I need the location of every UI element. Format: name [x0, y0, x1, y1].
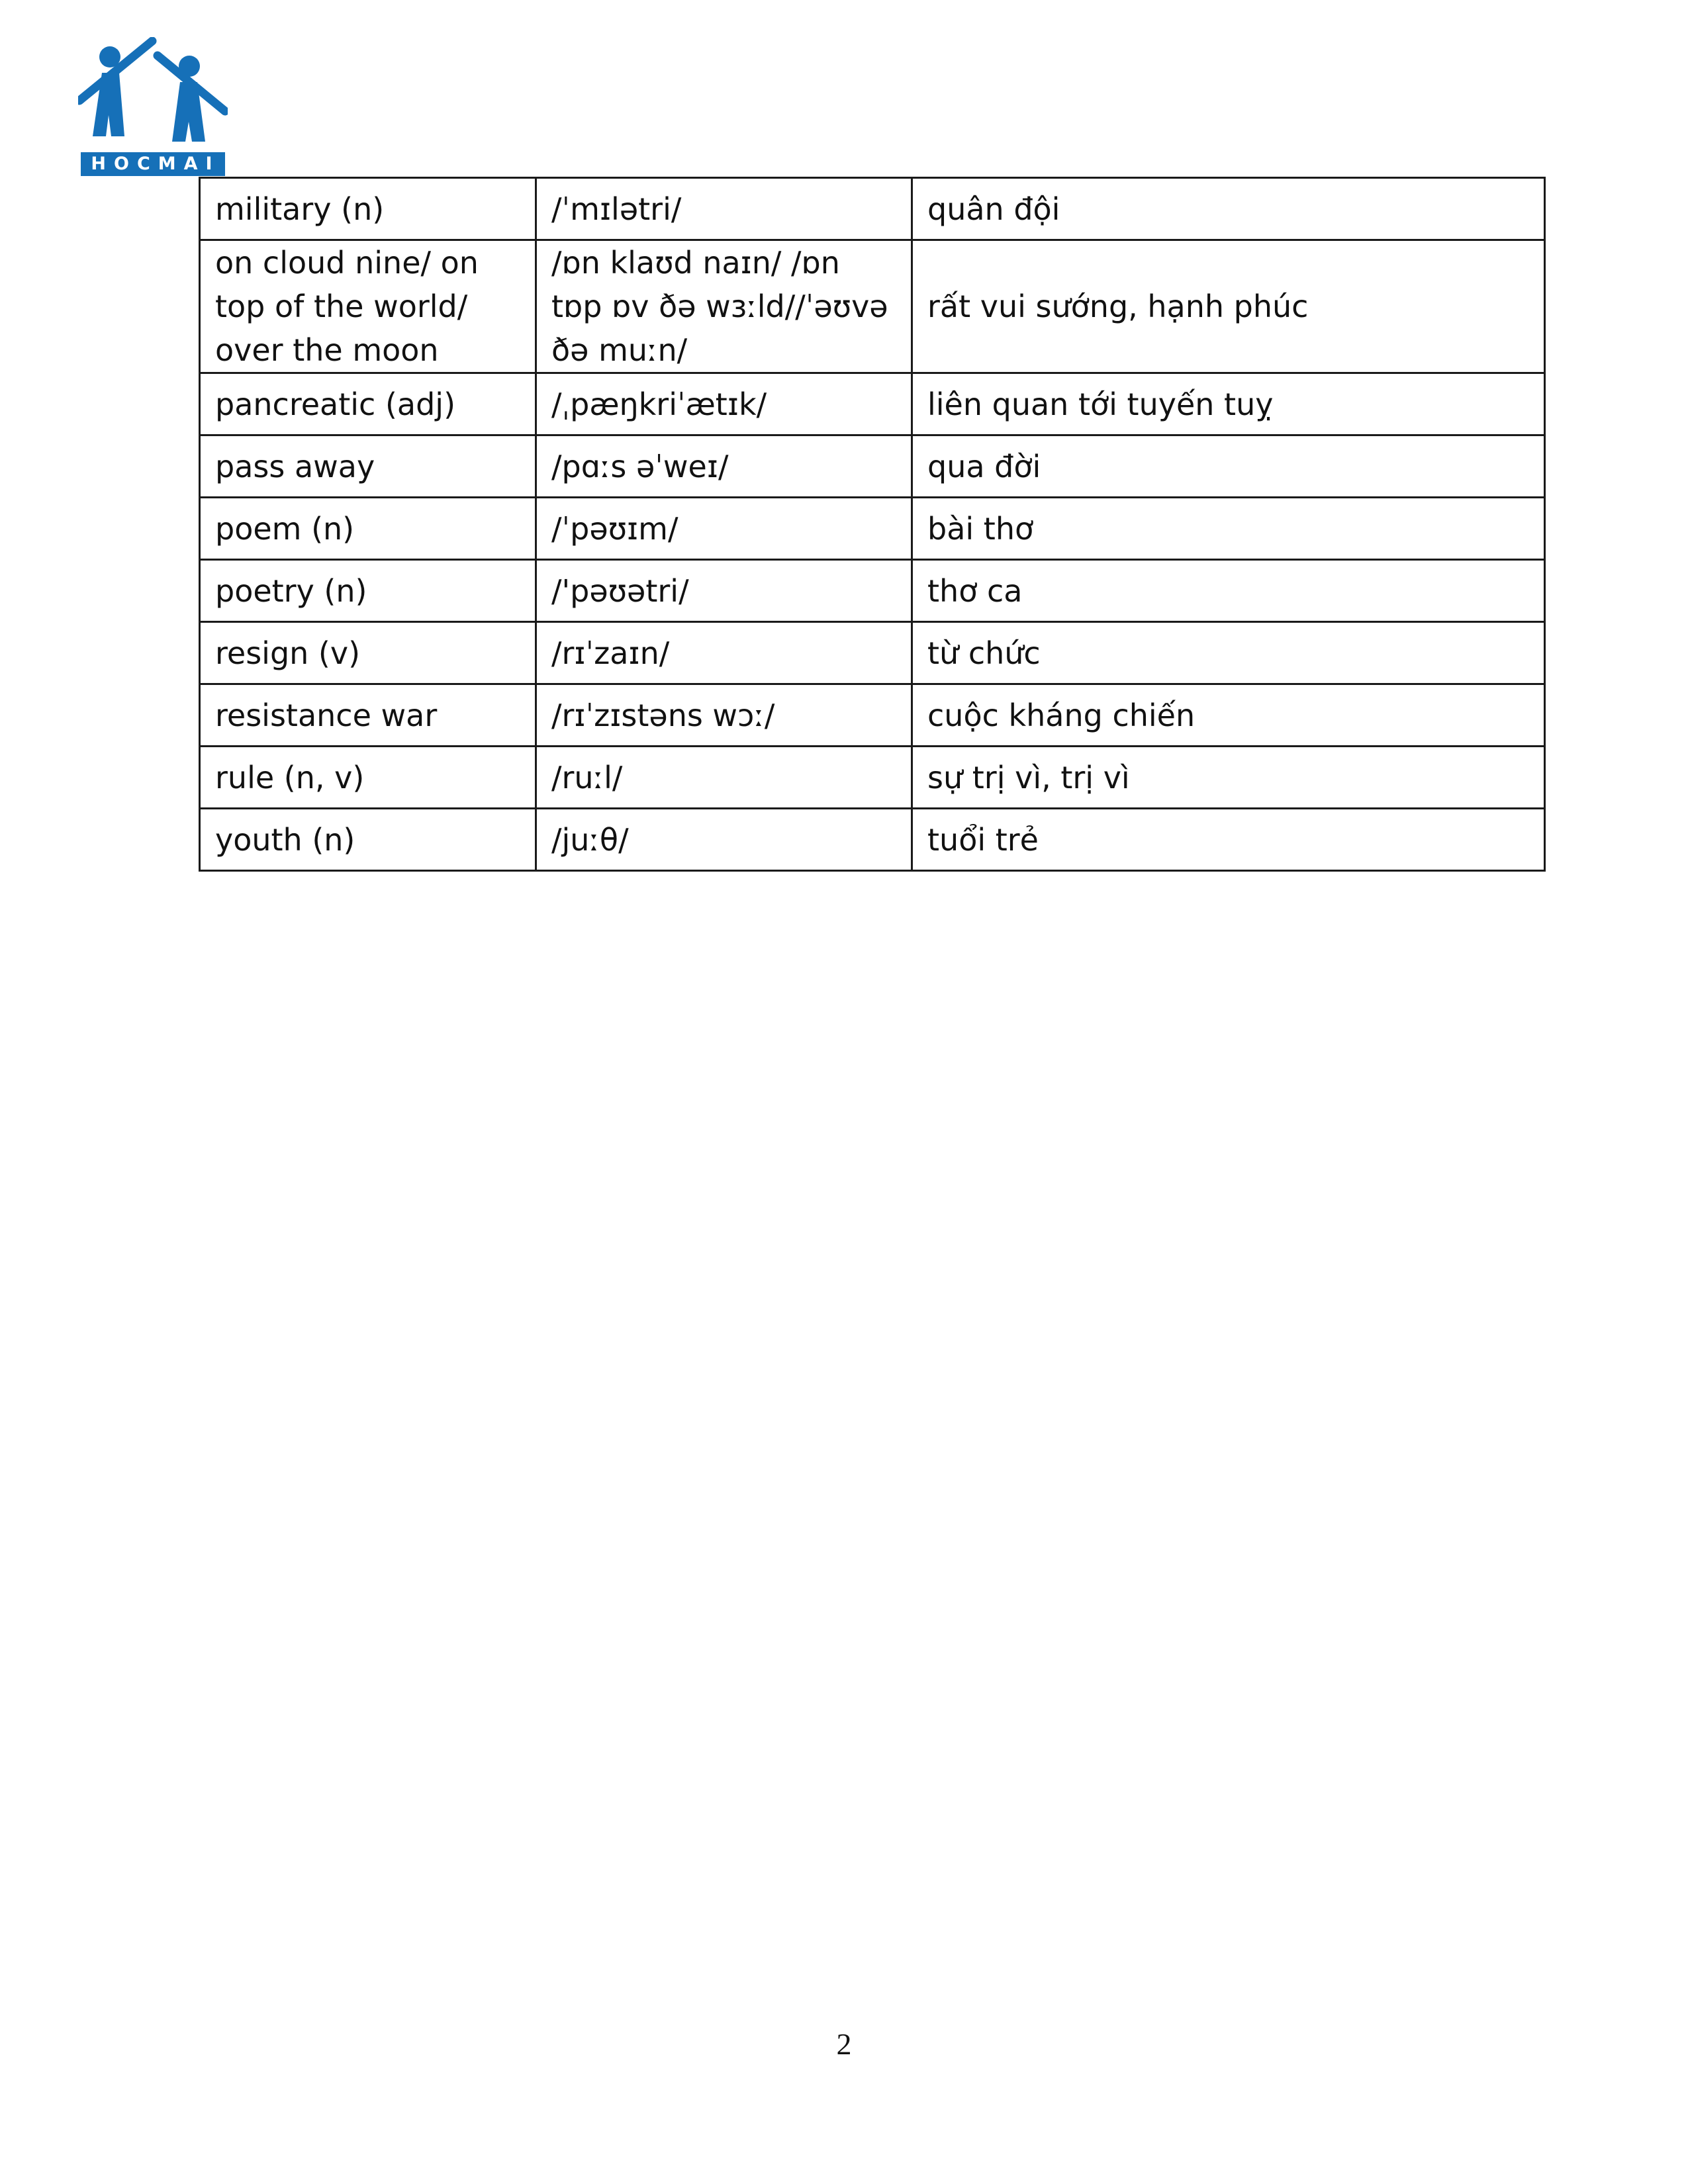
word-cell: rule (n, v): [200, 747, 536, 809]
ipa-cell: /pɑːs əˈweɪ/: [536, 435, 912, 498]
meaning-cell: từ chức: [912, 622, 1545, 684]
page-number: 2: [836, 2027, 852, 2061]
meaning-cell: cuộc kháng chiến: [912, 684, 1545, 747]
meaning-cell: tuổi trẻ: [912, 809, 1545, 871]
meaning-cell: quân đội: [912, 178, 1545, 240]
table-row: [200, 435, 1545, 498]
word-cell: youth (n): [200, 809, 536, 871]
ipa-cell: /ɒn klaʊd naɪn/ /ɒn tɒp ɒv ðə wɜːld//ˈəʊvə ðə muːn/: [536, 240, 912, 373]
word-cell: pancreatic (adj): [200, 373, 536, 435]
table-row: [200, 498, 1545, 560]
table-row: [200, 373, 1545, 435]
meaning-cell: liên quan tới tuyến tuỵ: [912, 373, 1545, 435]
word-cell: on cloud nine/ on top of the world/ over the moon: [200, 240, 536, 373]
ipa-cell: /'pəʊətri/: [536, 560, 912, 622]
ipa-cell: /rɪˈzɪstəns wɔː/: [536, 684, 912, 747]
table-row: [200, 684, 1545, 747]
ipa-cell: /ˈpəʊɪm/: [536, 498, 912, 560]
word-cell: poetry (n): [200, 560, 536, 622]
hocmai-logo: [78, 37, 228, 177]
vocabulary-table: [199, 177, 1546, 872]
meaning-cell: rất vui sướng, hạnh phúc: [912, 240, 1545, 373]
word-cell: resign (v): [200, 622, 536, 684]
ipa-cell: /ruːl/: [536, 747, 912, 809]
ipa-cell: /juːθ/: [536, 809, 912, 871]
meaning-cell: thơ ca: [912, 560, 1545, 622]
word-cell: poem (n): [200, 498, 536, 560]
ipa-cell: /ˈmɪlətri/: [536, 178, 912, 240]
table-row: [200, 747, 1545, 809]
meaning-cell: qua đời: [912, 435, 1545, 498]
word-cell: military (n): [200, 178, 536, 240]
word-cell: pass away: [200, 435, 536, 498]
meaning-cell: bài thơ: [912, 498, 1545, 560]
table-row: [200, 240, 1545, 373]
word-cell: resistance war: [200, 684, 536, 747]
table-row: [200, 809, 1545, 871]
table-row: [200, 622, 1545, 684]
people-icon: [78, 37, 228, 156]
logo-wordmark: HOCMAI: [81, 152, 225, 176]
ipa-cell: /rɪˈzaɪn/: [536, 622, 912, 684]
table-row: [200, 178, 1545, 240]
meaning-cell: sự trị vì, trị vì: [912, 747, 1545, 809]
ipa-cell: /ˌpæŋkriˈætɪk/: [536, 373, 912, 435]
table-row: [200, 560, 1545, 622]
